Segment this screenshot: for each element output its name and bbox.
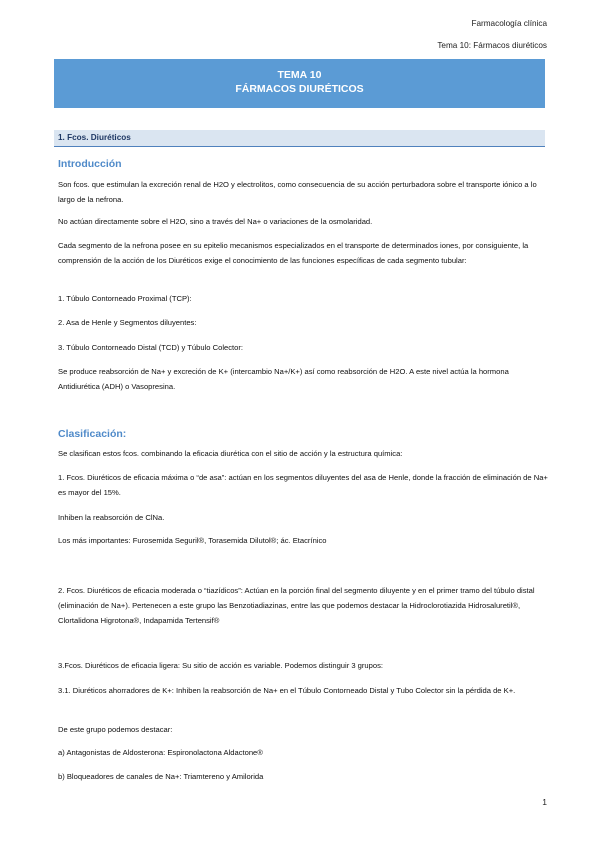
- page-number: 1: [542, 797, 547, 807]
- paragraph-loop-diuretics: 1. Fcos. Diuréticos de eficacia máxima o “de asa”: actúan en los segmentos diluyentes del asa de Henle, donde la fracción de eliminación de Na+ es mayor del 15%.: [58, 473, 548, 497]
- paragraph-thiazides: 2. Fcos. Diuréticos de eficacia moderada o “tiazídicos”: Actúan en la porción final del segmento diluyente y en el primer tramo del túbulo distal (eliminación de Na+). Pertenecen a este grupo las Benzotiadiazinas, entre las que podemos destacar la Hidroclorotiazida Hidrosaluretil®, Clortalidona Higrotona®, Indapamida Tertensif®: [58, 586, 535, 625]
- paragraph-light-efficacy: 3.Fcos. Diuréticos de eficacia ligera: Su sitio de acción es variable. Podemos distinguir 3 grupos:: [58, 661, 384, 670]
- paragraph-k-sparing: 3.1. Diuréticos ahorradores de K+: Inhiben la reabsorción de Na+ en el Túbulo Contorneado Distal y Tubo Colector sin la pérdida de K+.: [58, 686, 516, 695]
- running-header-topic: Tema 10: Fármacos diuréticos: [437, 41, 547, 50]
- section-title: 1. Fcos. Diuréticos: [54, 130, 545, 147]
- list-item-henle: 2. Asa de Henle y Segmentos diluyentes:: [58, 318, 197, 327]
- banner-topic-number: TEMA 10: [277, 69, 322, 81]
- running-header-subject: Farmacología clínica: [471, 19, 547, 28]
- paragraph-segments: Cada segmento de la nefrona posee en su epitelio mecanismos especializados en el transporte de determinados iones, por consiguiente, la comprensión de la acción de los Diuréticos exige el conocimiento de las funciones específicas de cada segmento tubular:: [58, 241, 529, 265]
- heading-introduccion: Introducción: [58, 158, 122, 170]
- title-banner: [54, 59, 545, 108]
- heading-clasificacion: Clasificación:: [58, 428, 127, 440]
- paragraph-inhibit-clna: Inhiben la reabsorción de ClNa.: [58, 513, 165, 522]
- list-item-tcd: 3. Túbulo Contorneado Distal (TCD) y Túbulo Colector:: [58, 343, 244, 352]
- paragraph-tcd-detail: Se produce reabsorción de Na+ y excreción de K+ (intercambio Na+/K+) así como reabsorción de H2O. A este nivel actúa la hormona Antidiurética (ADH) o Vasopresina.: [58, 367, 509, 391]
- paragraph-classification-intro: Se clasifican estos fcos. combinando la eficacia diurética con el sitio de acción y la estructura química:: [58, 449, 403, 458]
- banner-topic-title: FÁRMACOS DIURÉTICOS: [235, 83, 364, 95]
- paragraph-group-highlight: De este grupo podemos destacar:: [58, 725, 173, 734]
- paragraph-mechanism: No actúan directamente sobre el H2O, sino a través del Na+ o variaciones de la osmolaridad.: [58, 217, 373, 226]
- list-item-tcp: 1. Túbulo Contorneado Proximal (TCP):: [58, 294, 192, 303]
- list-item-na-channel-blockers: b) Bloqueadores de canales de Na+: Triamtereno y Amilorida: [58, 772, 264, 781]
- list-item-aldosterone-antagonists: a) Antagonistas de Aldosterona: Espironolactona Aldactone®: [58, 748, 263, 757]
- paragraph-loop-examples: Los más importantes: Furosemida Seguril®, Torasemida Dilutol®; ác. Etacrínico: [58, 536, 327, 545]
- paragraph-definition: Son fcos. que estimulan la excreción renal de H2O y electrolitos, como consecuencia de su acción perturbadora sobre el transporte iónico a lo largo de la nefrona.: [58, 180, 537, 204]
